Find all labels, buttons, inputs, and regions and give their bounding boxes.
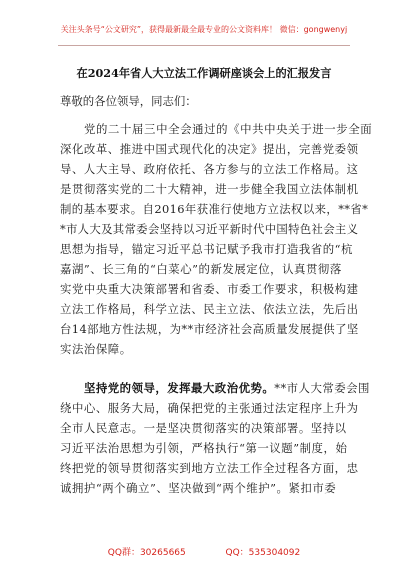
paragraph-1-line: 导、人大主导、政府依托、各方参与的立法工作格局。这 — [60, 162, 359, 176]
paragraph-1-line: 是贯彻落实党的二十大精神，进一步健全我国立法体制机 — [60, 182, 359, 196]
paragraph-2-line: 终把党的领导贯彻落实到地方立法工作全过程各方面，忠 — [60, 461, 359, 475]
paragraph-2-first-line — [84, 381, 370, 396]
paragraph-2-line: 全市人民意志。一是坚决贯彻落实的决策部署。坚持以 — [60, 421, 347, 435]
paragraph-1-line: 实党中央重大决策部署和省委、市委工作要求，积极构建 — [60, 282, 359, 296]
paragraph-2-line: 绕中心、服务大局，确保把党的主张通过法定程序上升为 — [60, 401, 359, 415]
paragraph-2-line: 诚拥护“两个确立”、坚决做到“两个维护”。紧扣市委 — [60, 481, 337, 495]
paragraph-1-line: 嘉湖”、长三角的“白菜心”的新发展定位，认真贯彻落 — [60, 262, 342, 276]
header-promo-banner — [0, 24, 408, 35]
document-title: 在2024年省人大立法工作调研座谈会上的汇报发言 — [76, 66, 332, 80]
paragraph-2-bold-lead: 坚持党的领导，发挥最大政治优势。 — [84, 381, 275, 395]
paragraph-1-line: 深化改革、推进中国式现代化的决定》提出，完善党委领 — [60, 142, 359, 156]
footer-contact — [0, 547, 408, 559]
header-promo-text: 关注头条号“公文研究”，获得最新最全最专业的公文资料库！ 微信：gongwenyj — [60, 25, 348, 34]
paragraph-1-line: 党的二十届三中全会通过的《中共中央关于进一步全面 — [84, 122, 373, 136]
paragraph-1-line: 制的基本要求。自2016年获准行使地方立法权以来，**省* — [60, 202, 369, 216]
header-divider — [58, 45, 350, 46]
paragraph-1-line: *市人大及其常委会坚持以习近平新时代中国特色社会主义 — [60, 222, 359, 236]
paragraph-2-first-line-rest: **市人大常委会围 — [274, 381, 370, 395]
paragraph-1-line: 立法工作格局，科学立法、民主立法、依法立法，先后出 — [60, 302, 359, 316]
paragraph-1-line: 台14部地方性法规，为**市经济社会高质量发展提供了坚 — [60, 322, 359, 336]
paragraph-2-line: 习近平法治思想为引领，严格执行“第一议题”制度，始 — [60, 441, 348, 455]
paragraph-1-line: 思想为指导，锚定习近平总书记赋予我市打造我省的“杭 — [60, 242, 353, 256]
footer-qq-number: QQ：535304092 — [225, 548, 301, 558]
salutation: 尊敬的各位领导，同志们： — [60, 94, 197, 108]
paragraph-1-line: 实法治保障。 — [60, 342, 132, 356]
footer-qq-group: QQ群：30265665 — [107, 548, 186, 558]
